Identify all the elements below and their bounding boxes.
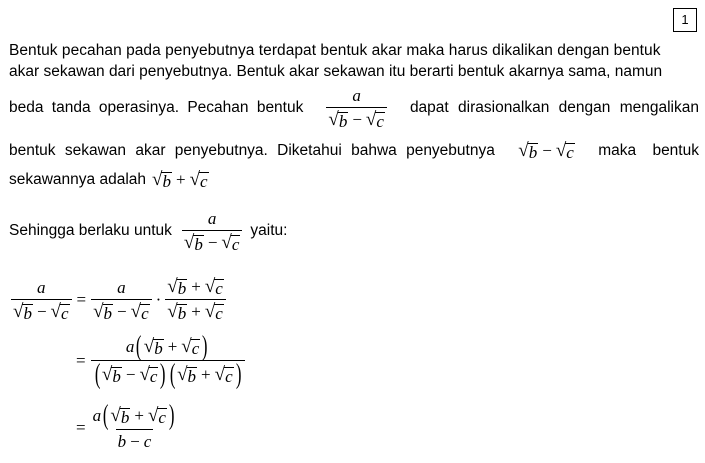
fraction-inline-1 <box>324 86 389 131</box>
sqrt-arg-c: c <box>191 338 200 358</box>
sqrt-arg-b: b <box>338 111 348 131</box>
sqrt-sign: √ <box>101 363 113 385</box>
derivation-step-1 <box>9 276 228 324</box>
sqrt-arg-b: b <box>23 303 32 323</box>
paragraph1-line2 <box>9 62 699 82</box>
plus-sign: + <box>201 365 211 384</box>
text-p2-before: Sehingga berlaku untuk <box>9 222 172 239</box>
factor-a: a <box>92 406 102 425</box>
minus-sign: − <box>125 365 136 384</box>
term-b: b <box>117 432 127 451</box>
right-paren: ) <box>235 359 242 390</box>
text-line3-before: beda tanda operasinya. Pecahan bentuk <box>9 99 304 116</box>
denominator-expression <box>518 141 575 162</box>
paragraph1-line4 <box>9 139 699 163</box>
minus-sign: − <box>130 432 140 451</box>
derivation-step-2 <box>73 331 247 391</box>
minus-sign: − <box>36 301 47 321</box>
sqrt-sign: √ <box>214 363 226 385</box>
equals-sign: = <box>76 418 86 437</box>
left-paren: ( <box>169 359 176 390</box>
text-line2: akar sekawan dari penyebutnya. Bentuk akar sekawan itu berarti bentuk akarnya sama, namun <box>9 63 663 80</box>
text-line3-after: dapat dirasionalkan dengan mengalikan <box>409 99 699 116</box>
paragraph2-line <box>9 208 699 254</box>
sqrt-sign: √ <box>177 363 188 385</box>
sqrt-arg-b: b <box>177 279 187 298</box>
right-paren: ) <box>160 359 166 390</box>
sqrt-sign: √ <box>204 276 216 297</box>
sqrt-arg-b: b <box>194 234 203 254</box>
sqrt-sign: √ <box>167 276 178 297</box>
sqrt-sign: √ <box>181 335 192 357</box>
paragraph1-line1 <box>9 41 699 61</box>
sqrt-sign: √ <box>221 231 232 253</box>
sqrt-sign: √ <box>328 108 339 130</box>
sqrt-arg-c: c <box>60 303 69 323</box>
term-c: c <box>143 432 152 451</box>
sqrt-sign: √ <box>555 139 567 161</box>
sqrt-arg-b: b <box>103 303 113 323</box>
sqrt-arg-b: b <box>528 142 538 162</box>
sqrt-sign: √ <box>365 108 377 130</box>
sqrt-arg-c: c <box>376 111 384 131</box>
sqrt-sign: √ <box>518 139 529 161</box>
fraction-inline-2 <box>180 209 245 254</box>
sqrt-sign: √ <box>147 404 159 426</box>
sqrt-sign: √ <box>183 231 195 253</box>
sqrt-arg-c: c <box>200 171 208 191</box>
plus-sign: + <box>191 302 201 321</box>
factor-a: a <box>125 337 135 356</box>
sqrt-arg-c: c <box>149 366 158 386</box>
sqrt-arg-c: c <box>231 234 240 254</box>
sqrt-arg-c: c <box>215 304 223 323</box>
sqrt-sign: √ <box>139 363 150 385</box>
sqrt-arg-c: c <box>141 303 149 323</box>
text-line1: Bentuk pecahan pada penyebutnya terdapat bentuk akar maka harus dikalikan dengan bentuk <box>9 42 661 59</box>
paragraph1-line3 <box>9 86 699 130</box>
sqrt-arg-b: b <box>120 407 130 427</box>
sqrt-sign: √ <box>110 404 121 426</box>
sqrt-sign: √ <box>189 168 200 190</box>
sqrt-sign: √ <box>167 301 178 322</box>
equals-sign: = <box>76 351 86 370</box>
text-line4-before: bentuk sekawan akar penyebutnya. Diketahui bahwa penyebutnya <box>9 142 495 159</box>
sqrt-sign: √ <box>143 335 155 357</box>
dot-operator: · <box>155 290 162 309</box>
plus-sign: + <box>175 170 186 189</box>
page-number-box <box>673 8 697 32</box>
equals-sign: = <box>76 290 87 309</box>
frac-numerator: a <box>117 277 126 297</box>
sqrt-arg-b: b <box>112 366 121 386</box>
sqrt-sign: √ <box>130 300 142 322</box>
sqrt-arg-b: b <box>177 304 187 323</box>
right-paren: ) <box>202 331 208 362</box>
frac-numerator: a <box>37 277 46 297</box>
sqrt-sign: √ <box>13 300 24 322</box>
plus-sign: + <box>167 337 178 356</box>
sqrt-arg-b: b <box>154 338 163 358</box>
sqrt-arg-c: c <box>225 366 233 386</box>
minus-sign: − <box>207 232 218 252</box>
sqrt-arg-c: c <box>158 407 166 427</box>
text-line5-before: sekawannya adalah <box>9 171 147 188</box>
sqrt-sign: √ <box>152 168 163 190</box>
frac-numerator: a <box>207 208 217 228</box>
sqrt-sign: √ <box>204 301 216 322</box>
derivation-step-3 <box>73 400 180 456</box>
sqrt-arg-b: b <box>162 171 171 191</box>
page-number: 1 <box>681 12 689 27</box>
sqrt-arg-c: c <box>215 279 223 298</box>
sqrt-arg-b: b <box>187 366 197 386</box>
conjugate-expression <box>152 170 209 191</box>
right-paren: ) <box>168 400 175 431</box>
minus-sign: − <box>542 141 552 160</box>
sqrt-sign: √ <box>93 300 104 322</box>
sqrt-sign: √ <box>50 300 61 322</box>
sqrt-arg-c: c <box>566 142 574 162</box>
paragraph1-line5 <box>9 168 699 192</box>
minus-sign: − <box>352 109 362 129</box>
left-paren: ( <box>102 400 109 431</box>
minus-sign: − <box>117 301 127 321</box>
text-line4-after: maka bentuk <box>598 142 699 159</box>
frac-numerator: a <box>352 85 361 105</box>
plus-sign: + <box>191 277 201 296</box>
text-p2-after: yaitu: <box>250 222 288 239</box>
left-paren: ( <box>136 331 142 362</box>
plus-sign: + <box>134 406 144 425</box>
left-paren: ( <box>94 359 101 390</box>
